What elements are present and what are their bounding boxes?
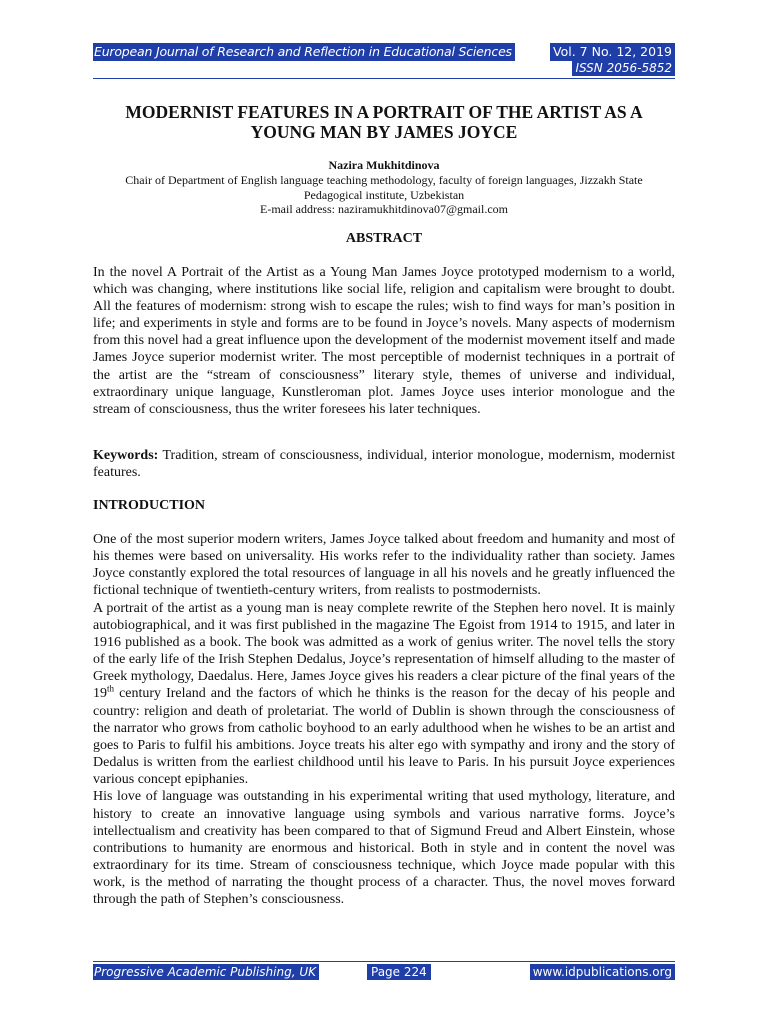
intro-paragraph-1: One of the most superior modern writers, James Joyce talked about freedom and humanity and most of his themes were based on universality. His works refer to the individuality rather than society. James Joyce constantly explored the total resources of language in all his novels and he greatly influenced the fictional technique of twentieth-century writers, from realists to postmodernists. [93,532,675,599]
publisher-name: Progressive Academic Publishing, UK [93,964,319,980]
introduction-heading: INTRODUCTION [93,498,206,513]
superscript-th: th [107,683,115,694]
journal-issn: ISSN 2056-5852 [572,60,675,76]
intro-paragraph-2 [93,600,675,789]
abstract-text: In the novel A Portrait of the Artist as a Young Man James Joyce prototyped modernism to a world, which was changing, where institutions like social life, religion and capitalism were brought to doubt. All the features of modernism: strong wish to escape the rules; wish to find ways for man’s position in life; and experiments in style and forms are to be found in Joyce’s novels. Many aspects of modernism from this novel had a great influence upon the development of the modernist movement itself and made James Joyce superior modernist writer. The most perceptible of modernist techniques in a portrait of the artist are the “stream of consciousness” literary style, themes of universe and individual, extraordinary unique language, Kunstleroman plot. James Joyce uses interior monologue and the stream of consciousness, thus the writer foresees his later techniques. [93,265,675,417]
author-email: E-mail address: naziramukhitdinova07@gmail.com [260,202,508,216]
journal-header [93,43,675,77]
intro-paragraph-2-part-2: century Ireland and the factors of which he thinks is the reason for the decay of his people and country: religion and death of proletariat. The world of Dublin is shown through the consciousness of the narrator who grows from catholic boyhood to an early adulthood when he wishes to be an artist and goes to Paris to fulfil his ambitions. Joyce treats his alter ego with sympathy and irony and the story of Dedalus is written from the earliest childhood until his leave to Paris. In his pursuit Joyce experiences various concept epiphanies. [93,686,675,788]
keywords-list: Tradition, stream of consciousness, individual, interior monologue, modernism, modernist features. [93,448,675,481]
author-affiliation [93,173,675,202]
journal-volume: Vol. 7 No. 12, 2019 [550,43,675,61]
page-footer [93,964,675,980]
keywords [93,447,675,481]
paper-title-line-1: MODERNIST FEATURES IN A PORTRAIT OF THE ARTIST AS A [125,102,643,122]
journal-name: European Journal of Research and Reflection in Educational Sciences [93,43,515,61]
intro-paragraph-3: His love of language was outstanding in his experimental writing that used mythology, literature, and history to create an innovative language using symbols and various narrative forms. Joyce’s intellectualism and creativity has been compared to that of Sigmund Freud and Albert Einstein, whose contributions to humanity are enormous and historical. Both in style and in content the novel was extraordinary for its time. Stream of consciousness technique, which Joyce made popular with this work, is the method of narrating the thought process of a character. Thus, the novel moves forward through the path of Stephen’s consciousness. [93,789,675,908]
intro-paragraph-2-part-1: A portrait of the artist as a young man is neay complete rewrite of the Stephen hero novel. It is mainly autobiographical, and it was first published in the magazine The Egoist from 1914 to 1915, and later in 1916 published as a book. The book was admitted as a work of genius writer. The novel tells the story of the early life of the Irish Stephen Dedalus, Joyce’s representation of himself alluding to the master of Greek mythology, Daedalus. Here, James Joyce gives his readers a clear picture of the final years of the 19 [93,600,675,702]
affiliation-line-2: Pedagogical institute, Uzbekistan [303,187,465,202]
publisher-website-link[interactable]: www.idpublications.org [530,964,675,980]
paper-title [93,102,675,142]
introduction-body [93,531,675,908]
author-name: Nazira Mukhitdinova [328,158,440,172]
page-number: Page 224 [367,964,431,980]
header-divider [93,78,675,79]
paper-title-line-2: YOUNG MAN BY JAMES JOYCE [250,122,518,142]
keywords-label: Keywords: [93,448,159,463]
abstract-heading: ABSTRACT [345,231,423,246]
affiliation-line-1: Chair of Department of English language teaching methodology, faculty of foreign languages, Jizzakh State [125,173,643,187]
footer-divider [93,961,675,962]
